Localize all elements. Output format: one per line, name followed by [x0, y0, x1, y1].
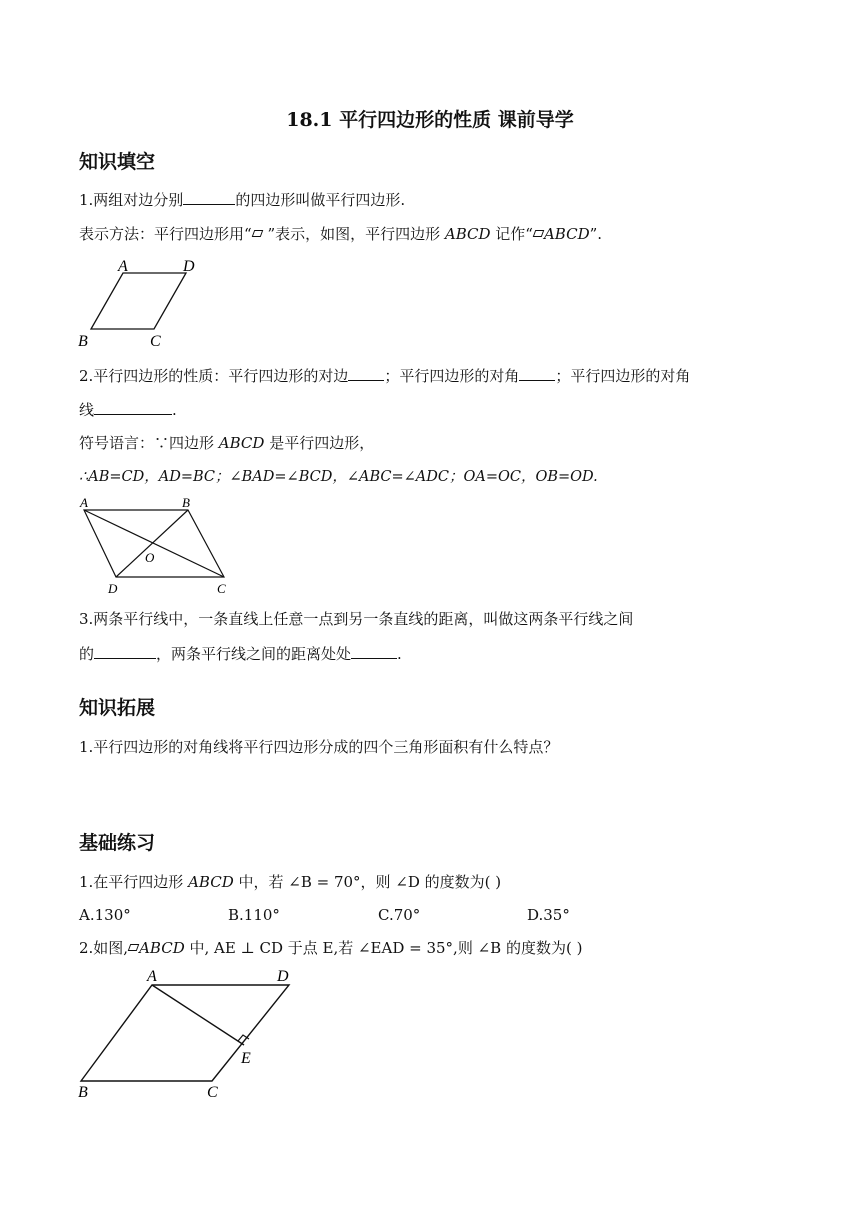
parallelogram-symbol-icon — [128, 944, 140, 951]
question-3-line-2 — [79, 643, 402, 664]
vertex-label-a: A — [80, 495, 88, 510]
symbol-text-a: 符号语言：∵四边形 — [79, 434, 219, 452]
pq1-text-c: 中，若 ∠B = 70°，则 ∠D 的度数为( ) — [233, 873, 502, 891]
page-title: 18.1 平行四边形的性质 课前导学 — [286, 109, 574, 131]
extension-question-1: 1.平行四边形的对角线将平行四边形分成的四个三角形面积有什么特点？ — [79, 738, 559, 756]
notation-text-a: 表示方法：平行四边形用“ — [79, 225, 252, 243]
parallelogram-symbol-icon — [251, 230, 263, 237]
answer-blank[interactable] — [94, 643, 156, 659]
option-d[interactable]: D.35° — [527, 906, 570, 924]
q1-text-a: 1.两组对边分别 — [79, 191, 184, 209]
center-label-o: O — [145, 550, 155, 565]
option-c[interactable]: C.70° — [378, 906, 421, 924]
vertex-label-c: C — [217, 581, 226, 596]
notation-abcd-2: ABCD — [543, 225, 590, 243]
point-label-e: E — [241, 1050, 251, 1067]
pq1-text-a: 1.在平行四边形 — [79, 873, 189, 891]
pq2-text-c: 中, AE ⊥ CD 于点 E,若 ∠EAD = 35°,则 ∠B 的度数为( ) — [184, 939, 583, 957]
figure-parallelogram-diagonals — [78, 495, 238, 598]
figure-parallelogram-altitude — [76, 965, 306, 1105]
symbol-language-line — [79, 433, 374, 453]
answer-blank[interactable] — [519, 365, 555, 381]
question-1-definition — [79, 189, 405, 210]
answer-blank[interactable] — [348, 365, 384, 381]
vertex-label-c: C — [150, 333, 161, 350]
q3-text-c: ，两条平行线之间的距离处处 — [156, 645, 352, 663]
notation-text-b: ”表示，如图，平行四边形 — [262, 225, 445, 243]
answer-blank[interactable] — [94, 399, 172, 415]
q2-text-e: . — [172, 401, 177, 419]
vertex-label-b: B — [182, 495, 190, 510]
question-2-continued — [79, 399, 177, 420]
notation-text-f: ”. — [589, 225, 603, 243]
vertex-label-d: D — [183, 258, 195, 275]
option-b[interactable]: B.110° — [228, 906, 280, 924]
therefore-line: ∴AB=CD，AD=BC；∠BAD=∠BCD，∠ABC=∠ADC；OA=OC，OB=OD. — [79, 469, 598, 485]
q3-text-b: 的 — [79, 645, 95, 663]
vertex-label-b: B — [78, 1084, 88, 1101]
symbol-text-c: 是平行四边形， — [264, 434, 375, 452]
vertex-label-b: B — [78, 333, 88, 350]
vertex-label-c: C — [207, 1084, 218, 1101]
question-3-line-1: 3.两条平行线中，一条直线上任意一点到另一条直线的距离，叫做这两条平行线之间 — [79, 610, 634, 628]
q2-text-b: ；平行四边形的对角 — [384, 367, 520, 385]
parallelogram-shape — [91, 273, 186, 329]
altitude-ae — [152, 985, 244, 1045]
practice-question-1 — [79, 872, 501, 892]
vertex-label-d: D — [277, 968, 289, 985]
practice-question-2 — [79, 938, 582, 958]
diagonal-bd — [116, 510, 188, 577]
q2-text-a: 2.平行四边形的性质：平行四边形的对边 — [79, 367, 349, 385]
q1-text-b: 的四边形叫做平行四边形. — [235, 191, 406, 209]
section-heading-basic-practice: 基础练习 — [79, 832, 156, 854]
section-heading-knowledge-fill: 知识填空 — [79, 151, 156, 173]
vertex-label-a: A — [118, 258, 128, 275]
symbol-abcd: ABCD — [218, 434, 265, 452]
q3-text-d: . — [397, 645, 402, 663]
q2-text-c: ；平行四边形的对角 — [555, 367, 691, 385]
q2-text-d: 线 — [79, 401, 95, 419]
answer-blank[interactable] — [183, 189, 235, 205]
diagonal-ac — [84, 510, 224, 577]
section-heading-extension: 知识拓展 — [79, 697, 156, 719]
notation-abcd: ABCD — [444, 225, 491, 243]
parallelogram-shape — [81, 985, 289, 1081]
option-a[interactable]: A.130° — [79, 906, 131, 924]
parallelogram-symbol-icon — [533, 230, 545, 237]
notation-text-d: 记作“ — [490, 225, 533, 243]
figure-parallelogram-abcd — [76, 255, 206, 350]
vertex-label-a: A — [147, 968, 157, 985]
vertex-label-d: D — [108, 581, 118, 596]
answer-blank[interactable] — [351, 643, 397, 659]
pq1-abcd: ABCD — [188, 873, 234, 891]
pq2-text-a: 2.如图, — [79, 939, 129, 957]
notation-line — [79, 224, 602, 244]
question-2-properties — [79, 365, 690, 386]
pq2-abcd: ABCD — [139, 939, 185, 957]
